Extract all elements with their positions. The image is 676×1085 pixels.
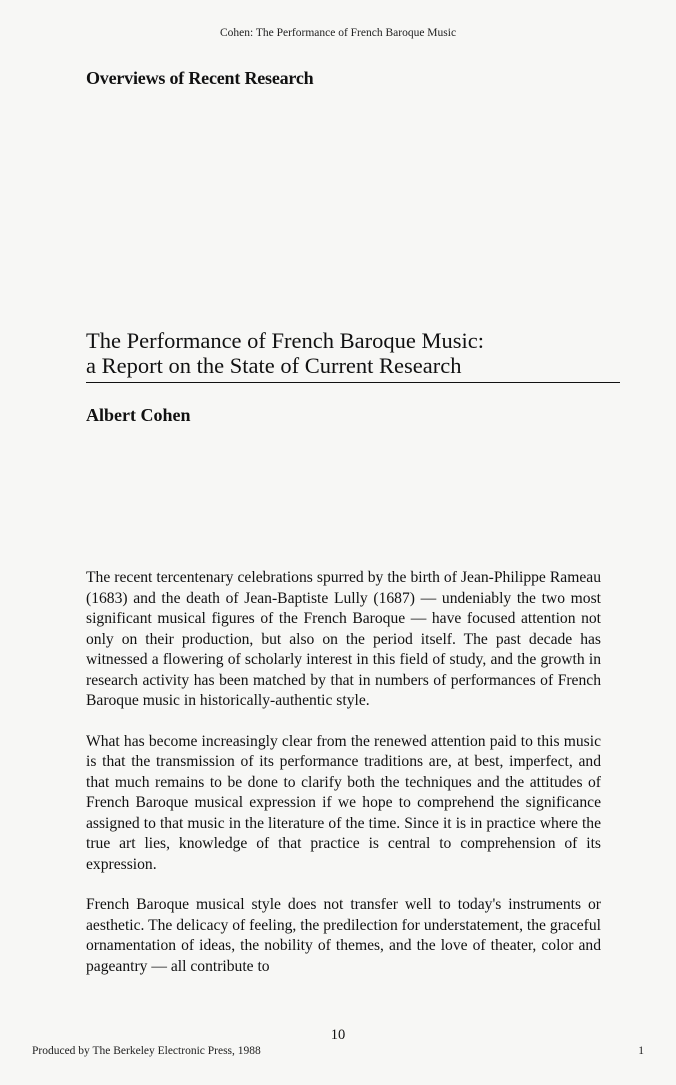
article-title-line-1: The Performance of French Baroque Music: [86,328,484,353]
footer-page-index: 1 [638,1045,644,1057]
body-paragraph-3: French Baroque musical style does not transfer well to today's instruments or aesthetic. The delicacy of feeling, the predilection for understatement, the graceful ornamentation of ideas, the nobility of themes, and the love of theater, color and pageantry — all contribute to [86,896,601,975]
section-heading: Overviews of Recent Research [86,68,314,88]
article-title [86,328,606,378]
title-rule [86,382,620,383]
body-paragraph-2: What has become increasingly clear from the renewed attention paid to this music is that the transmission of its performance traditions are, at best, imperfect, and that much remains to be done to clarify both the techniques and the attitudes of French Baroque musical expression if we hope to comprehend the significance assigned to that music in the literature of the time. Since it is in practice where the true art lies, knowledge of that practice is central to comprehension of its expression. [86,732,601,873]
running-header: Cohen: The Performance of French Baroque Music [219,27,457,39]
body-paragraph-1: The recent tercentenary celebrations spurred by the birth of Jean-Philippe Rameau (1683) and the death of Jean-Baptiste Lully (1687) — undeniably the two most significant musical figures of the French Baroque — have focused attention not only on their production, but also on the period itself. The past decade has witnessed a flowering of scholarly interest in this field of study, and the growth in research activity has been matched by that in numbers of performances of French Baroque music in historically-authentic style. [86,569,601,709]
author-name: Albert Cohen [86,405,191,425]
article-body [86,568,601,997]
article-title-line-2: a Report on the State of Current Research [86,353,462,378]
footer-publisher: Produced by The Berkeley Electronic Press, 1988 [32,1045,261,1057]
page-number: 10 [330,1027,346,1043]
